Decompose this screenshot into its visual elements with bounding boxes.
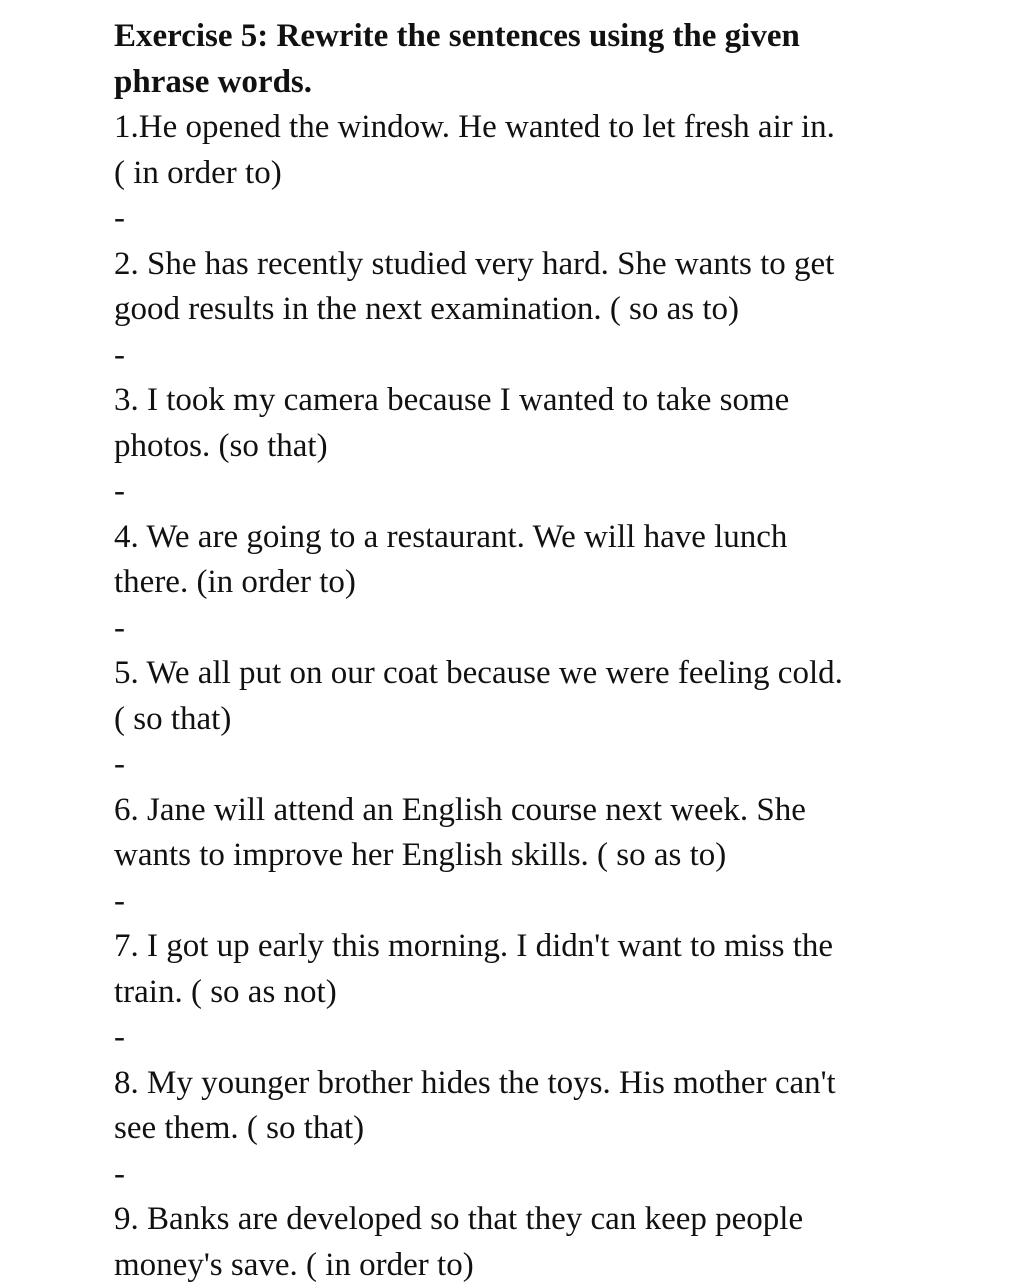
- item-text-line-2: ( in order to): [114, 151, 994, 197]
- exercise-item-9: [114, 1197, 994, 1288]
- item-text-line-2: good results in the next examination. ( so as to): [114, 287, 994, 333]
- exercise-item-8: [114, 1061, 994, 1198]
- item-text-line-1: 1.He opened the window. He wanted to let fresh air in.: [114, 105, 994, 151]
- item-text-line-1: 3. I took my camera because I wanted to take some: [114, 378, 994, 424]
- answer-blank: -: [114, 742, 994, 788]
- item-text-line-2: money's save. ( in order to): [114, 1243, 994, 1288]
- item-text-line-2: see them. ( so that): [114, 1106, 994, 1152]
- exercise-item-4: [114, 515, 994, 652]
- answer-blank: -: [114, 606, 994, 652]
- answer-blank: -: [114, 333, 994, 379]
- item-text-line-1: 2. She has recently studied very hard. She wants to get: [114, 242, 994, 288]
- answer-blank: -: [114, 1152, 994, 1198]
- item-text-line-1: 5. We all put on our coat because we were feeling cold.: [114, 651, 994, 697]
- exercise-document: [114, 14, 994, 1288]
- item-text-line-1: 4. We are going to a restaurant. We will have lunch: [114, 515, 994, 561]
- item-text-line-1: 6. Jane will attend an English course next week. She: [114, 788, 994, 834]
- item-text-line-2: there. (in order to): [114, 560, 994, 606]
- item-text-line-2: ( so that): [114, 697, 994, 743]
- item-text-line-1: 8. My younger brother hides the toys. His mother can't: [114, 1061, 994, 1107]
- item-text-line-1: 7. I got up early this morning. I didn't want to miss the: [114, 924, 994, 970]
- item-text-line-2: wants to improve her English skills. ( so as to): [114, 833, 994, 879]
- heading-line-2: phrase words.: [114, 60, 994, 106]
- exercise-item-6: [114, 788, 994, 925]
- item-text-line-2: train. ( so as not): [114, 970, 994, 1016]
- item-text-line-2: photos. (so that): [114, 424, 994, 470]
- exercise-item-3: [114, 378, 994, 515]
- answer-blank: -: [114, 1015, 994, 1061]
- exercise-item-7: [114, 924, 994, 1061]
- exercise-item-5: [114, 651, 994, 788]
- answer-blank: -: [114, 196, 994, 242]
- answer-blank: -: [114, 469, 994, 515]
- item-text-line-1: 9. Banks are developed so that they can keep people: [114, 1197, 994, 1243]
- heading-line-1: Exercise 5: Rewrite the sentences using the given: [114, 14, 994, 60]
- answer-blank: -: [114, 879, 994, 925]
- exercise-item-2: [114, 242, 994, 379]
- exercise-heading: [114, 14, 994, 105]
- exercise-item-1: [114, 105, 994, 242]
